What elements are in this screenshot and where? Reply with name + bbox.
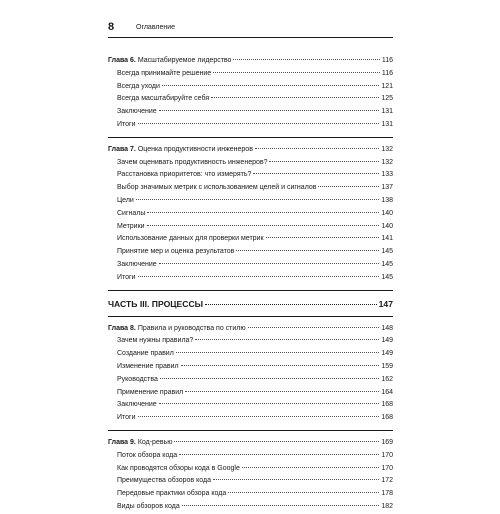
toc-page-number: 172 [381, 477, 393, 485]
dot-leader [147, 212, 379, 213]
toc-section-entry[interactable] [108, 119, 393, 132]
toc-entry-label: Цели [117, 196, 134, 204]
chapter-number: Глава 6. [108, 57, 136, 64]
toc-chapter-entry[interactable] [108, 55, 393, 68]
dot-leader [174, 441, 379, 442]
toc-page-number: 170 [381, 464, 393, 472]
dot-leader [138, 276, 380, 277]
dot-leader [236, 250, 379, 251]
toc-entry-label: Выбор значимых метрик с использованием целей и сигналов [117, 184, 317, 192]
toc-entry-label: Расстановка приоритетов: что измерять? [117, 171, 252, 179]
dot-leader [162, 85, 379, 86]
chapter-title: Масштабируемое лидерство [137, 57, 232, 64]
toc-page-number: 159 [381, 362, 393, 370]
toc-entry-label: Преимущества обзоров кода [117, 477, 211, 485]
toc-page-number: 138 [381, 196, 393, 204]
chapter-title: Оценка продуктивности инженеров [137, 145, 253, 153]
toc-chapter-entry[interactable] [108, 323, 393, 336]
dot-leader [182, 505, 380, 506]
toc-entry-label: Итоги [117, 120, 136, 128]
toc-page-number: 149 [381, 350, 393, 358]
toc-page-number: 168 [381, 401, 393, 409]
toc-entry-label: Принятие мер и оценка результатов [117, 248, 235, 256]
toc-section-entry[interactable] [108, 450, 393, 463]
dot-leader [242, 467, 379, 468]
toc-entry-label: Применение правил [117, 388, 184, 396]
dot-leader [138, 416, 380, 417]
section-divider [108, 316, 393, 317]
section-divider [108, 430, 393, 431]
dot-leader [255, 148, 379, 149]
dot-leader [176, 352, 380, 353]
toc-page-number: 133 [381, 171, 393, 179]
toc-entry-label: Создание правил [117, 350, 174, 358]
dot-leader [205, 304, 377, 305]
toc-section-entry[interactable] [108, 93, 393, 106]
toc-entry-label: Руководства [117, 375, 158, 383]
toc-page-number: 116 [381, 57, 393, 64]
toc-entry-label: Использование данных для проверки метрик [117, 235, 264, 243]
toc-page-number: 116 [381, 69, 393, 77]
toc-page-number: 132 [381, 158, 393, 166]
dot-leader [147, 225, 380, 226]
toc-page-number: 131 [381, 120, 393, 128]
toc-section-entry[interactable] [108, 81, 393, 94]
toc-section-entry[interactable] [108, 233, 393, 246]
toc-section-entry[interactable] [108, 361, 393, 374]
toc-entry-label: Заключение [117, 260, 157, 268]
section-divider [108, 290, 393, 291]
table-of-contents [108, 55, 393, 514]
toc-section-entry[interactable] [108, 348, 393, 361]
section-divider [108, 137, 393, 138]
toc-page-number: 131 [381, 108, 393, 116]
dot-leader [253, 173, 379, 174]
toc-entry-label: Всегда принимайте решение [117, 69, 212, 77]
toc-page-number: 132 [381, 145, 393, 153]
toc-entry-label: Всегда масштабируйте себя [117, 95, 210, 103]
toc-entry-label: Итоги [117, 273, 136, 281]
toc-page-number: 170 [381, 451, 393, 459]
toc-page-number: 121 [381, 82, 393, 90]
toc-entry-label: Изменение правил [117, 362, 179, 370]
toc-page-number: 125 [381, 95, 393, 103]
toc-section-entry[interactable] [108, 259, 393, 272]
dot-leader [160, 378, 379, 379]
toc-entry-label [108, 323, 246, 336]
dot-leader [228, 492, 379, 493]
dot-leader [318, 186, 379, 187]
toc-section-entry[interactable] [108, 221, 393, 234]
toc-section-entry[interactable] [108, 463, 393, 476]
toc-page-number: 147 [378, 298, 393, 309]
toc-section-entry[interactable] [108, 412, 393, 425]
dot-leader [179, 454, 379, 455]
dot-leader [136, 199, 379, 200]
toc-entry-label: Зачем нужны правила? [117, 337, 194, 345]
toc-entry-label: Передовые практики обзора кода [117, 490, 227, 498]
toc-page-number: 169 [381, 438, 393, 446]
toc-page-number: 145 [381, 248, 393, 256]
toc-section-entry[interactable] [108, 399, 393, 412]
dot-leader [269, 161, 379, 162]
toc-entry-label: Виды обзоров кода [117, 502, 180, 510]
toc-entry-label: Зачем оценивать продуктивность инженеров? [117, 158, 268, 166]
toc-entry-label: Поток обзора кода [117, 451, 178, 459]
toc-entry-label [108, 144, 253, 157]
toc-entry-label: Метрики [117, 222, 145, 230]
dot-leader [211, 97, 379, 98]
toc-page-number: 140 [381, 209, 393, 217]
dot-leader [233, 59, 379, 60]
toc-page-number: 164 [381, 388, 393, 396]
toc-section-entry[interactable] [108, 387, 393, 400]
dot-leader [213, 479, 379, 480]
toc-section-entry[interactable] [108, 106, 393, 119]
chapter-number: Глава 8. [108, 324, 136, 332]
toc-section-entry[interactable] [108, 501, 393, 514]
toc-page-number: 168 [381, 414, 393, 422]
toc-page-number: 140 [381, 222, 393, 230]
toc-page-number: 137 [381, 184, 393, 192]
toc-section-entry[interactable] [108, 475, 393, 488]
toc-chapter-entry[interactable] [108, 437, 393, 450]
toc-section-entry[interactable] [108, 157, 393, 170]
chapter-number: Глава 7. [108, 145, 136, 153]
dot-leader [185, 391, 379, 392]
toc-page-number: 145 [381, 260, 393, 268]
toc-page-number: 162 [381, 375, 393, 383]
toc-section-entry[interactable] [108, 246, 393, 259]
dot-leader [159, 110, 380, 111]
chapter-title: Код-ревью [137, 438, 173, 446]
chapter-number: Глава 9. [108, 438, 136, 446]
toc-section-entry[interactable] [108, 169, 393, 182]
toc-entry-label: Итоги [117, 414, 136, 422]
page-number: 8 [108, 21, 115, 33]
toc-section-entry[interactable] [108, 335, 393, 348]
header-rule [108, 37, 393, 38]
toc-section-entry[interactable] [108, 208, 393, 221]
toc-section-entry[interactable] [108, 195, 393, 208]
dot-leader [159, 263, 380, 264]
running-head: Оглавление [136, 24, 176, 31]
toc-page-number: 178 [381, 490, 393, 498]
dot-leader [266, 237, 380, 238]
toc-part-entry[interactable] [108, 297, 393, 311]
toc-page-number: 148 [381, 324, 393, 332]
toc-entry-label [108, 55, 231, 68]
toc-section-entry[interactable] [108, 488, 393, 501]
dot-leader [138, 123, 380, 124]
dot-leader [248, 327, 380, 328]
toc-entry-label: Всегда уходи [117, 82, 160, 90]
toc-entry-label: Заключение [117, 108, 157, 116]
toc-chapter-entry[interactable] [108, 144, 393, 157]
toc-section-entry[interactable] [108, 68, 393, 81]
toc-entry-label: Заключение [117, 401, 157, 409]
dot-leader [195, 339, 379, 340]
toc-entry-label: Как проводятся обзоры кода в Google [117, 464, 240, 472]
toc-page-number: 182 [381, 502, 393, 510]
page-header [108, 18, 393, 36]
toc-entry-label: Сигналы [117, 209, 146, 217]
toc-page-number: 149 [381, 337, 393, 345]
dot-leader [181, 365, 380, 366]
dot-leader [213, 72, 380, 73]
toc-page-number: 141 [381, 235, 393, 243]
toc-entry-label: ЧАСТЬ III. ПРОЦЕССЫ [108, 298, 204, 309]
toc-page-number: 145 [381, 273, 393, 281]
toc-section-entry[interactable] [108, 182, 393, 195]
toc-section-entry[interactable] [108, 272, 393, 285]
toc-entry-label [108, 437, 172, 450]
chapter-title: Правила и руководства по стилю [137, 324, 246, 332]
dot-leader [159, 403, 380, 404]
toc-section-entry[interactable] [108, 374, 393, 387]
